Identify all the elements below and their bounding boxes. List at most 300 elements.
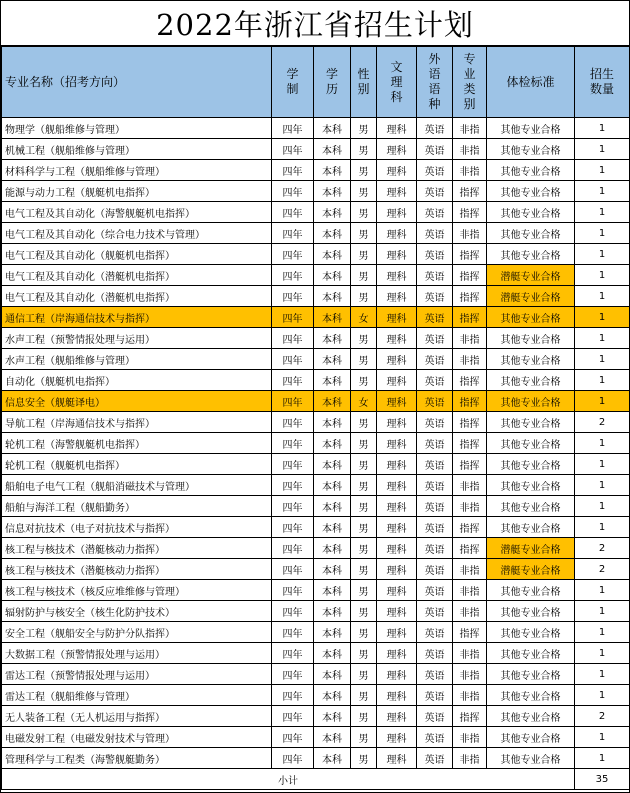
cell-count: 1 xyxy=(575,244,630,265)
cell-language: 英语 xyxy=(417,181,453,202)
cell-gender: 男 xyxy=(351,727,377,748)
header-language: 外 语 语 种 xyxy=(417,47,453,118)
cell-medical: 潜艇专业合格 xyxy=(487,559,575,580)
cell-gender: 男 xyxy=(351,475,377,496)
cell-category: 非指 xyxy=(453,139,487,160)
cell-medical: 其他专业合格 xyxy=(487,223,575,244)
cell-count: 1 xyxy=(575,202,630,223)
table-body xyxy=(2,118,630,769)
cell-degree: 本科 xyxy=(314,664,351,685)
cell-medical: 其他专业合格 xyxy=(487,454,575,475)
cell-category: 指挥 xyxy=(453,412,487,433)
cell-medical: 其他专业合格 xyxy=(487,685,575,706)
cell-years: 四年 xyxy=(272,559,314,580)
cell-major: 雷达工程（预警情报处理与运用） xyxy=(2,664,272,685)
enrollment-table xyxy=(1,46,630,790)
cell-gender: 男 xyxy=(351,160,377,181)
cell-gender: 男 xyxy=(351,370,377,391)
cell-category: 非指 xyxy=(453,601,487,622)
cell-language: 英语 xyxy=(417,727,453,748)
cell-language: 英语 xyxy=(417,517,453,538)
header-medical: 体检标准 xyxy=(487,47,575,118)
cell-language: 英语 xyxy=(417,601,453,622)
cell-major: 物理学（舰船维修与管理） xyxy=(2,118,272,139)
cell-years: 四年 xyxy=(272,664,314,685)
cell-medical: 其他专业合格 xyxy=(487,370,575,391)
cell-count: 1 xyxy=(575,349,630,370)
cell-subject: 理科 xyxy=(377,748,417,769)
cell-category: 指挥 xyxy=(453,181,487,202)
cell-subject: 理科 xyxy=(377,454,417,475)
cell-count: 1 xyxy=(575,475,630,496)
cell-major: 自动化（舰艇机电指挥） xyxy=(2,370,272,391)
cell-degree: 本科 xyxy=(314,601,351,622)
cell-language: 英语 xyxy=(417,706,453,727)
cell-gender: 男 xyxy=(351,580,377,601)
cell-category: 非指 xyxy=(453,496,487,517)
cell-count: 2 xyxy=(575,559,630,580)
cell-degree: 本科 xyxy=(314,181,351,202)
cell-degree: 本科 xyxy=(314,328,351,349)
cell-degree: 本科 xyxy=(314,559,351,580)
cell-degree: 本科 xyxy=(314,412,351,433)
cell-years: 四年 xyxy=(272,223,314,244)
cell-count: 1 xyxy=(575,160,630,181)
cell-degree: 本科 xyxy=(314,118,351,139)
cell-category: 指挥 xyxy=(453,517,487,538)
cell-language: 英语 xyxy=(417,685,453,706)
table-row xyxy=(2,601,630,622)
table-row xyxy=(2,118,630,139)
cell-gender: 男 xyxy=(351,601,377,622)
cell-major: 电磁发射工程（电磁发射技术与管理） xyxy=(2,727,272,748)
table-row xyxy=(2,622,630,643)
cell-gender: 男 xyxy=(351,496,377,517)
cell-major: 电气工程及其自动化（综合电力技术与管理） xyxy=(2,223,272,244)
cell-subject: 理科 xyxy=(377,475,417,496)
cell-category: 指挥 xyxy=(453,202,487,223)
cell-years: 四年 xyxy=(272,244,314,265)
cell-degree: 本科 xyxy=(314,538,351,559)
cell-years: 四年 xyxy=(272,349,314,370)
cell-medical: 其他专业合格 xyxy=(487,748,575,769)
cell-category: 指挥 xyxy=(453,391,487,412)
cell-subject: 理科 xyxy=(377,202,417,223)
cell-count: 1 xyxy=(575,664,630,685)
total-label: 小计 xyxy=(2,769,575,790)
cell-degree: 本科 xyxy=(314,517,351,538)
cell-count: 1 xyxy=(575,727,630,748)
cell-subject: 理科 xyxy=(377,244,417,265)
table-row xyxy=(2,727,630,748)
cell-subject: 理科 xyxy=(377,412,417,433)
cell-degree: 本科 xyxy=(314,727,351,748)
cell-years: 四年 xyxy=(272,181,314,202)
cell-count: 1 xyxy=(575,370,630,391)
cell-subject: 理科 xyxy=(377,370,417,391)
cell-gender: 男 xyxy=(351,643,377,664)
cell-major: 导航工程（岸海通信技术与指挥） xyxy=(2,412,272,433)
cell-count: 1 xyxy=(575,601,630,622)
cell-language: 英语 xyxy=(417,370,453,391)
cell-count: 1 xyxy=(575,496,630,517)
cell-count: 1 xyxy=(575,181,630,202)
cell-count: 2 xyxy=(575,412,630,433)
header-degree: 学 历 xyxy=(314,47,351,118)
cell-category: 非指 xyxy=(453,643,487,664)
cell-subject: 理科 xyxy=(377,685,417,706)
cell-count: 1 xyxy=(575,622,630,643)
cell-count: 1 xyxy=(575,748,630,769)
cell-gender: 男 xyxy=(351,349,377,370)
cell-subject: 理科 xyxy=(377,265,417,286)
cell-degree: 本科 xyxy=(314,748,351,769)
cell-subject: 理科 xyxy=(377,139,417,160)
cell-medical: 其他专业合格 xyxy=(487,307,575,328)
cell-category: 非指 xyxy=(453,685,487,706)
cell-major: 能源与动力工程（舰艇机电指挥） xyxy=(2,181,272,202)
cell-degree: 本科 xyxy=(314,370,351,391)
cell-degree: 本科 xyxy=(314,391,351,412)
cell-degree: 本科 xyxy=(314,622,351,643)
cell-subject: 理科 xyxy=(377,160,417,181)
cell-language: 英语 xyxy=(417,412,453,433)
cell-major: 无人装备工程（无人机运用与指挥） xyxy=(2,706,272,727)
cell-degree: 本科 xyxy=(314,286,351,307)
cell-medical: 其他专业合格 xyxy=(487,580,575,601)
table-header-row xyxy=(2,47,630,118)
cell-gender: 男 xyxy=(351,706,377,727)
cell-subject: 理科 xyxy=(377,538,417,559)
cell-count: 1 xyxy=(575,433,630,454)
cell-major: 管理科学与工程类（海警舰艇勤务） xyxy=(2,748,272,769)
cell-major: 水声工程（预警情报处理与运用） xyxy=(2,328,272,349)
cell-major: 大数据工程（预警情报处理与运用） xyxy=(2,643,272,664)
cell-category: 非指 xyxy=(453,580,487,601)
cell-count: 1 xyxy=(575,265,630,286)
cell-years: 四年 xyxy=(272,412,314,433)
cell-subject: 理科 xyxy=(377,580,417,601)
cell-count: 1 xyxy=(575,685,630,706)
cell-degree: 本科 xyxy=(314,202,351,223)
cell-language: 英语 xyxy=(417,118,453,139)
cell-years: 四年 xyxy=(272,517,314,538)
cell-degree: 本科 xyxy=(314,706,351,727)
cell-language: 英语 xyxy=(417,223,453,244)
table-row xyxy=(2,202,630,223)
cell-medical: 其他专业合格 xyxy=(487,475,575,496)
table-row xyxy=(2,370,630,391)
cell-major: 船舶与海洋工程（舰船勤务） xyxy=(2,496,272,517)
cell-language: 英语 xyxy=(417,475,453,496)
page-title: 2022年浙江省招生计划 xyxy=(1,1,629,46)
cell-medical: 潜艇专业合格 xyxy=(487,286,575,307)
cell-category: 非指 xyxy=(453,727,487,748)
cell-gender: 男 xyxy=(351,538,377,559)
cell-category: 指挥 xyxy=(453,706,487,727)
cell-count: 1 xyxy=(575,643,630,664)
cell-major: 电气工程及其自动化（舰艇机电指挥） xyxy=(2,244,272,265)
cell-medical: 其他专业合格 xyxy=(487,391,575,412)
cell-gender: 男 xyxy=(351,286,377,307)
cell-category: 非指 xyxy=(453,328,487,349)
cell-subject: 理科 xyxy=(377,181,417,202)
table-row xyxy=(2,265,630,286)
cell-language: 英语 xyxy=(417,433,453,454)
cell-degree: 本科 xyxy=(314,244,351,265)
cell-medical: 其他专业合格 xyxy=(487,139,575,160)
cell-subject: 理科 xyxy=(377,622,417,643)
cell-years: 四年 xyxy=(272,433,314,454)
cell-degree: 本科 xyxy=(314,685,351,706)
header-subject: 文 理 科 xyxy=(377,47,417,118)
cell-years: 四年 xyxy=(272,748,314,769)
cell-years: 四年 xyxy=(272,307,314,328)
cell-gender: 男 xyxy=(351,223,377,244)
cell-gender: 女 xyxy=(351,391,377,412)
cell-major: 核工程与核技术（潜艇核动力指挥） xyxy=(2,559,272,580)
cell-gender: 男 xyxy=(351,433,377,454)
table-row xyxy=(2,244,630,265)
cell-years: 四年 xyxy=(272,286,314,307)
cell-subject: 理科 xyxy=(377,643,417,664)
cell-language: 英语 xyxy=(417,307,453,328)
cell-subject: 理科 xyxy=(377,706,417,727)
cell-medical: 其他专业合格 xyxy=(487,349,575,370)
cell-gender: 男 xyxy=(351,517,377,538)
table-row xyxy=(2,454,630,475)
cell-language: 英语 xyxy=(417,244,453,265)
cell-medical: 其他专业合格 xyxy=(487,664,575,685)
cell-medical: 其他专业合格 xyxy=(487,496,575,517)
cell-language: 英语 xyxy=(417,286,453,307)
cell-language: 英语 xyxy=(417,391,453,412)
cell-language: 英语 xyxy=(417,454,453,475)
cell-count: 1 xyxy=(575,118,630,139)
table-row xyxy=(2,307,630,328)
cell-degree: 本科 xyxy=(314,265,351,286)
total-row xyxy=(2,769,630,790)
cell-gender: 男 xyxy=(351,265,377,286)
cell-major: 水声工程（舰船维修与管理） xyxy=(2,349,272,370)
header-category: 专 业 类 别 xyxy=(453,47,487,118)
cell-major: 信息安全（舰艇译电） xyxy=(2,391,272,412)
cell-category: 非指 xyxy=(453,160,487,181)
cell-subject: 理科 xyxy=(377,496,417,517)
cell-gender: 男 xyxy=(351,559,377,580)
cell-degree: 本科 xyxy=(314,349,351,370)
cell-major: 电气工程及其自动化（海警舰艇机电指挥） xyxy=(2,202,272,223)
table-row xyxy=(2,580,630,601)
cell-gender: 男 xyxy=(351,139,377,160)
cell-category: 指挥 xyxy=(453,622,487,643)
cell-medical: 潜艇专业合格 xyxy=(487,538,575,559)
cell-medical: 其他专业合格 xyxy=(487,601,575,622)
cell-medical: 其他专业合格 xyxy=(487,412,575,433)
cell-major: 轮机工程（舰艇机电指挥） xyxy=(2,454,272,475)
cell-count: 1 xyxy=(575,307,630,328)
cell-gender: 男 xyxy=(351,118,377,139)
cell-gender: 男 xyxy=(351,181,377,202)
cell-medical: 其他专业合格 xyxy=(487,202,575,223)
cell-language: 英语 xyxy=(417,748,453,769)
header-years: 学 制 xyxy=(272,47,314,118)
cell-years: 四年 xyxy=(272,370,314,391)
cell-gender: 男 xyxy=(351,664,377,685)
cell-years: 四年 xyxy=(272,328,314,349)
cell-subject: 理科 xyxy=(377,286,417,307)
cell-subject: 理科 xyxy=(377,433,417,454)
cell-years: 四年 xyxy=(272,601,314,622)
cell-language: 英语 xyxy=(417,580,453,601)
cell-years: 四年 xyxy=(272,496,314,517)
cell-medical: 其他专业合格 xyxy=(487,727,575,748)
table-row xyxy=(2,286,630,307)
cell-degree: 本科 xyxy=(314,580,351,601)
cell-major: 轮机工程（海警舰艇机电指挥） xyxy=(2,433,272,454)
cell-subject: 理科 xyxy=(377,517,417,538)
cell-major: 电气工程及其自动化（潜艇机电指挥） xyxy=(2,265,272,286)
cell-count: 2 xyxy=(575,538,630,559)
cell-years: 四年 xyxy=(272,454,314,475)
cell-category: 指挥 xyxy=(453,454,487,475)
table-row xyxy=(2,685,630,706)
header-count: 招生 数量 xyxy=(575,47,630,118)
cell-language: 英语 xyxy=(417,265,453,286)
cell-gender: 男 xyxy=(351,244,377,265)
cell-degree: 本科 xyxy=(314,496,351,517)
cell-years: 四年 xyxy=(272,118,314,139)
cell-count: 1 xyxy=(575,139,630,160)
cell-category: 指挥 xyxy=(453,307,487,328)
cell-medical: 其他专业合格 xyxy=(487,181,575,202)
cell-major: 通信工程（岸海通信技术与指挥） xyxy=(2,307,272,328)
table-row xyxy=(2,433,630,454)
table-row xyxy=(2,517,630,538)
header-gender: 性 别 xyxy=(351,47,377,118)
cell-medical: 其他专业合格 xyxy=(487,118,575,139)
table-row xyxy=(2,328,630,349)
cell-major: 核工程与核技术（核反应堆维修与管理） xyxy=(2,580,272,601)
cell-category: 非指 xyxy=(453,475,487,496)
cell-medical: 其他专业合格 xyxy=(487,622,575,643)
cell-years: 四年 xyxy=(272,202,314,223)
cell-gender: 男 xyxy=(351,622,377,643)
cell-years: 四年 xyxy=(272,475,314,496)
cell-language: 英语 xyxy=(417,622,453,643)
cell-category: 非指 xyxy=(453,118,487,139)
cell-count: 2 xyxy=(575,706,630,727)
cell-major: 机械工程（舰船维修与管理） xyxy=(2,139,272,160)
cell-category: 非指 xyxy=(453,664,487,685)
cell-years: 四年 xyxy=(272,265,314,286)
cell-medical: 潜艇专业合格 xyxy=(487,265,575,286)
cell-degree: 本科 xyxy=(314,160,351,181)
cell-count: 1 xyxy=(575,454,630,475)
cell-count: 1 xyxy=(575,517,630,538)
cell-subject: 理科 xyxy=(377,223,417,244)
cell-gender: 男 xyxy=(351,328,377,349)
cell-years: 四年 xyxy=(272,139,314,160)
cell-gender: 男 xyxy=(351,454,377,475)
cell-category: 指挥 xyxy=(453,265,487,286)
cell-category: 非指 xyxy=(453,349,487,370)
cell-degree: 本科 xyxy=(314,643,351,664)
cell-language: 英语 xyxy=(417,538,453,559)
table-row xyxy=(2,475,630,496)
cell-language: 英语 xyxy=(417,496,453,517)
cell-subject: 理科 xyxy=(377,118,417,139)
cell-language: 英语 xyxy=(417,349,453,370)
cell-major: 材料科学与工程（舰船维修与管理） xyxy=(2,160,272,181)
cell-major: 核工程与核技术（潜艇核动力指挥） xyxy=(2,538,272,559)
table-row xyxy=(2,664,630,685)
cell-category: 非指 xyxy=(453,559,487,580)
table-row xyxy=(2,706,630,727)
cell-subject: 理科 xyxy=(377,328,417,349)
cell-years: 四年 xyxy=(272,391,314,412)
cell-degree: 本科 xyxy=(314,307,351,328)
cell-gender: 男 xyxy=(351,748,377,769)
cell-years: 四年 xyxy=(272,160,314,181)
cell-degree: 本科 xyxy=(314,475,351,496)
cell-category: 指挥 xyxy=(453,286,487,307)
cell-category: 指挥 xyxy=(453,433,487,454)
cell-gender: 男 xyxy=(351,202,377,223)
cell-major: 雷达工程（舰船维修与管理） xyxy=(2,685,272,706)
cell-category: 非指 xyxy=(453,748,487,769)
cell-subject: 理科 xyxy=(377,601,417,622)
cell-years: 四年 xyxy=(272,706,314,727)
table-row xyxy=(2,160,630,181)
cell-category: 非指 xyxy=(453,223,487,244)
cell-major: 安全工程（舰船安全与防护分队指挥） xyxy=(2,622,272,643)
cell-degree: 本科 xyxy=(314,454,351,475)
cell-years: 四年 xyxy=(272,538,314,559)
table-row xyxy=(2,559,630,580)
table-row xyxy=(2,496,630,517)
cell-count: 1 xyxy=(575,391,630,412)
table-row xyxy=(2,181,630,202)
cell-subject: 理科 xyxy=(377,349,417,370)
cell-count: 1 xyxy=(575,328,630,349)
cell-major: 信息对抗技术（电子对抗技术与指挥） xyxy=(2,517,272,538)
table-row xyxy=(2,391,630,412)
cell-medical: 其他专业合格 xyxy=(487,160,575,181)
cell-category: 指挥 xyxy=(453,538,487,559)
table-row xyxy=(2,349,630,370)
cell-language: 英语 xyxy=(417,643,453,664)
cell-language: 英语 xyxy=(417,160,453,181)
cell-degree: 本科 xyxy=(314,433,351,454)
cell-language: 英语 xyxy=(417,559,453,580)
cell-major: 船舶电子电气工程（舰船消磁技术与管理） xyxy=(2,475,272,496)
cell-major: 辐射防护与核安全（核生化防护技术） xyxy=(2,601,272,622)
cell-medical: 其他专业合格 xyxy=(487,517,575,538)
cell-subject: 理科 xyxy=(377,664,417,685)
cell-language: 英语 xyxy=(417,139,453,160)
cell-gender: 女 xyxy=(351,307,377,328)
cell-language: 英语 xyxy=(417,328,453,349)
cell-medical: 其他专业合格 xyxy=(487,643,575,664)
cell-count: 1 xyxy=(575,223,630,244)
table-row xyxy=(2,748,630,769)
cell-subject: 理科 xyxy=(377,307,417,328)
cell-medical: 其他专业合格 xyxy=(487,328,575,349)
cell-major: 电气工程及其自动化（潜艇机电指挥） xyxy=(2,286,272,307)
cell-medical: 其他专业合格 xyxy=(487,433,575,454)
cell-years: 四年 xyxy=(272,643,314,664)
